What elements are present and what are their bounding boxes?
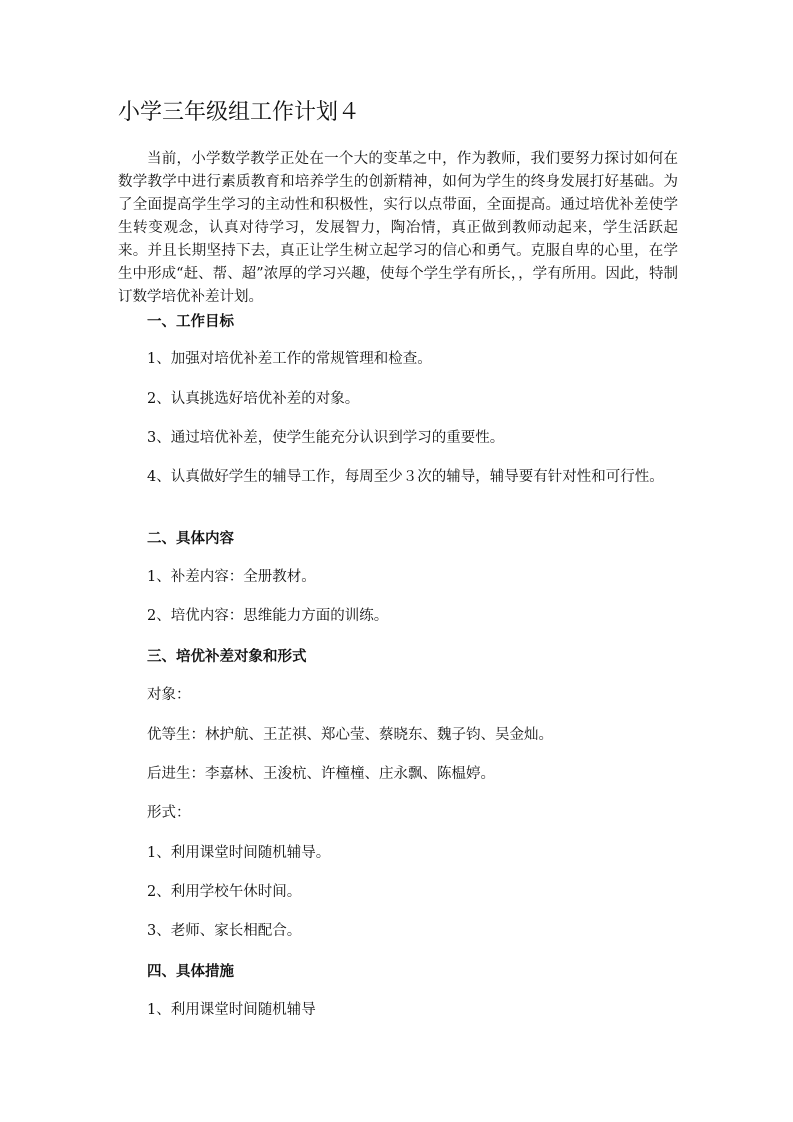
weak-students-line: 后进生：李嘉林、王浚杭、许橦橦、庄永飘、陈榅婷。 bbox=[147, 766, 495, 782]
document-title: 小学三年级组工作计划４ bbox=[118, 100, 361, 125]
intro-paragraph: 当前，小学数学教学正处在一个大的变革之中，作为教师，我们要努力探讨如何在数学教学中进行素质教育和培养学生的创新精神，如何为学生的终身发展打好基础。为了全面提高学生学习的主动性和积极性，实行以点带面，全面提高。通过培优补差使学生转变观念，认真对待学习，发展智力，陶冶情，真正做到教师动起来，学生活跃起来。并且长期坚持下去，真正让学生树立起学习的信心和勇气。克服自卑的心里，在学生中形成“赶、帮、超”浓厚的学习兴趣，使每个学生学有所长，，学有所用。因此，特制订数学培优补差计划。 bbox=[118, 151, 678, 305]
list-item: 1、利用课堂时间随机辅导 bbox=[147, 1002, 316, 1018]
section-heading-content: 二、具体内容 bbox=[147, 530, 234, 547]
section-heading-goals: 一、工作目标 bbox=[147, 313, 234, 330]
list-item: 2、认真挑选好培优补差的对象。 bbox=[147, 391, 360, 407]
section-heading-targets: 三、培优补差对象和形式 bbox=[147, 648, 307, 665]
list-item: 1、利用课堂时间随机辅导。 bbox=[147, 845, 331, 861]
list-item: 4、认真做好学生的辅导工作，每周至少３次的辅导，辅导要有针对性和可行性。 bbox=[147, 469, 664, 485]
object-label: 对象： bbox=[147, 687, 191, 703]
list-item: 1、加强对培优补差工作的常规管理和检查。 bbox=[147, 351, 432, 367]
list-item: 3、通过培优补差，使学生能充分认识到学习的重要性。 bbox=[147, 430, 505, 446]
list-item: 2、培优内容：思维能力方面的训练。 bbox=[147, 608, 389, 624]
list-item: 1、补差内容：全册教材。 bbox=[147, 569, 316, 585]
list-item: 3、老师、家长相配合。 bbox=[147, 923, 302, 939]
form-label: 形式： bbox=[147, 805, 191, 821]
top-students-line: 优等生：林护航、王芷祺、郑心莹、蔡晓东、魏子钧、吴金灿。 bbox=[147, 727, 553, 743]
section-heading-measures: 四、具体措施 bbox=[147, 963, 234, 980]
list-item: 2、利用学校午休时间。 bbox=[147, 884, 302, 900]
